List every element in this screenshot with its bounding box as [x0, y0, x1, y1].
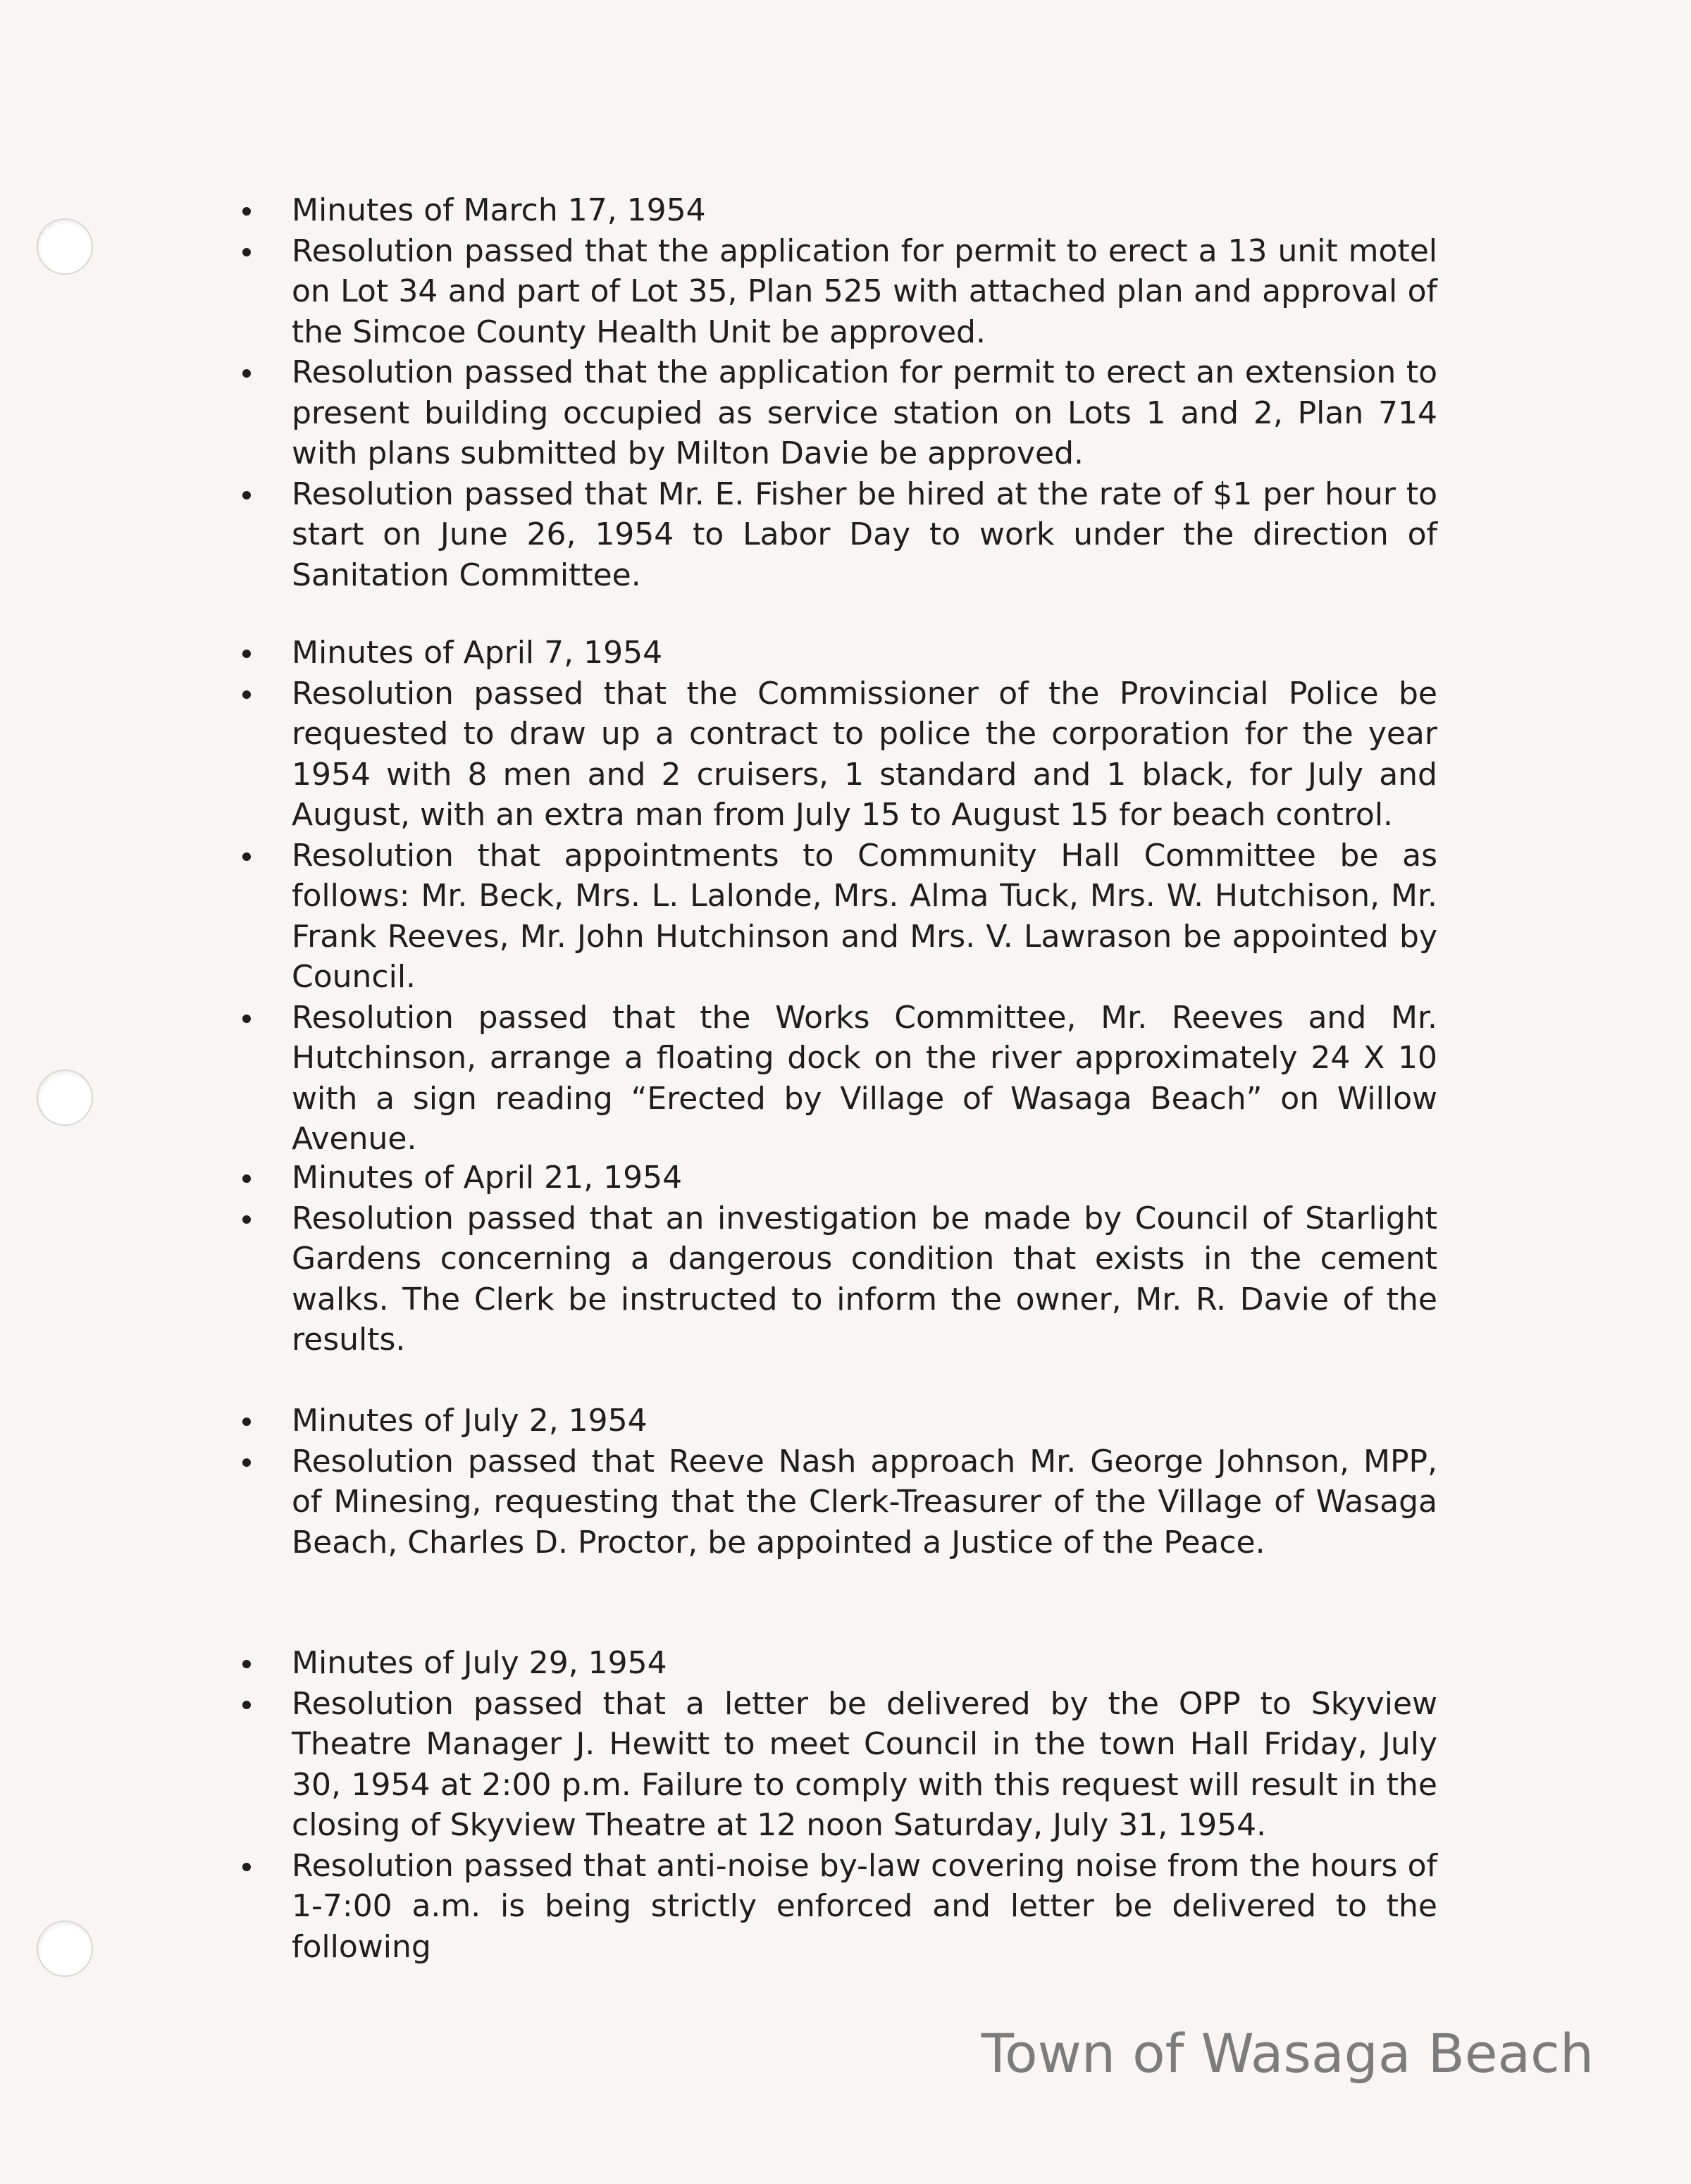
bullet-icon [242, 1701, 251, 1709]
minutes-heading [240, 190, 1437, 231]
minutes-heading-text: Minutes of July 29, 1954 [292, 1645, 667, 1681]
punch-hole [37, 1921, 93, 1977]
resolution-item [240, 674, 1437, 836]
minutes-heading [240, 633, 1437, 674]
resolution-item [240, 836, 1437, 998]
resolution-text: Resolution passed that Mr. E. Fisher be hired at the rate of $1 per hour to start on June 26, 1954 to Labor Day to work under the direction of Sanitation Committee. [292, 476, 1437, 593]
resolution-text: Resolution passed that anti-noise by-law covering noise from the hours of 1-7:00 a.m. is being strictly enforced and letter be delivered to the following [292, 1847, 1437, 1965]
resolution-item [240, 1441, 1437, 1563]
bullet-icon [242, 248, 251, 256]
watermark: Town of Wasaga Beach [981, 2022, 1594, 2085]
bullet-icon [242, 207, 251, 216]
resolution-text: Resolution passed that a letter be delivered by the OPP to Skyview Theatre Manager J. Hewitt to meet Council in the town Hall Friday, July 30, 1954 at 2:00 p.m. Failure to comply with this request will result in the closing of Skyview Theatre at 12 noon Saturday, July 31, 1954. [292, 1685, 1437, 1843]
resolution-item [240, 352, 1437, 474]
resolution-item [240, 1846, 1437, 1968]
bullet-icon [242, 1660, 251, 1668]
minutes-section-july-29 [240, 1643, 1437, 1967]
bullet-icon [242, 1215, 251, 1224]
punch-hole [37, 218, 93, 275]
bullet-icon [242, 1863, 251, 1871]
bullet-icon [242, 690, 251, 699]
minutes-section-march-17 [240, 190, 1437, 595]
minutes-heading-text: Minutes of July 2, 1954 [292, 1403, 648, 1439]
bullet-icon [242, 1174, 251, 1183]
punch-hole [37, 1069, 93, 1126]
minutes-heading [240, 1158, 1437, 1198]
minutes-heading-text: Minutes of April 7, 1954 [292, 635, 663, 671]
resolution-item [240, 998, 1437, 1160]
resolution-text: Resolution passed that Reeve Nash approach Mr. George Johnson, MPP, of Minesing, requesting that the Clerk-Treasurer of the Village of Wasaga Beach, Charles D. Proctor, be appointed a Justice of the Peace. [292, 1443, 1437, 1561]
minutes-section-april-7 [240, 633, 1437, 1160]
resolution-text: Resolution passed that an investigation be made by Council of Starlight Gardens concerning a dangerous condition that exists in the cement walks. The Clerk be instructed to inform the owner, Mr. R. Davie of the results. [292, 1200, 1437, 1358]
minutes-heading [240, 1643, 1437, 1684]
resolution-text: Resolution passed that the Works Committee, Mr. Reeves and Mr. Hutchinson, arrange a floating dock on the river approximately 24 X 10 with a sign reading “Erected by Village of Wasaga Beach” on Willow Avenue. [292, 999, 1437, 1157]
resolution-item [240, 231, 1437, 353]
bullet-icon [242, 1417, 251, 1426]
minutes-heading-text: Minutes of March 17, 1954 [292, 192, 706, 228]
bullet-icon [242, 1458, 251, 1467]
resolution-text: Resolution passed that the Commissioner of the Provincial Police be requested to draw up a contract to police the corporation for the year 1954 with 8 men and 2 cruisers, 1 standard and 1 black, for July and August, with an extra man from July 15 to August 15 for beach control. [292, 675, 1437, 833]
resolution-text: Resolution passed that the application for permit to erect a 13 unit motel on Lot 34 and part of Lot 35, Plan 525 with attached plan and approval of the Simcoe County Health Unit be approved. [292, 232, 1437, 350]
resolution-item [240, 1684, 1437, 1846]
resolution-item [240, 1198, 1437, 1360]
minutes-section-july-2 [240, 1401, 1437, 1563]
resolution-text: Resolution that appointments to Community Hall Committee be as follows: Mr. Beck, Mrs. L. Lalonde, Mrs. Alma Tuck, Mrs. W. Hutchison, Mr. Frank Reeves, Mr. John Hutchinson and Mrs. V. Lawrason be appointed by Council. [292, 837, 1437, 995]
resolution-text: Resolution passed that the application for permit to erect an extension to present building occupied as service station on Lots 1 and 2, Plan 714 with plans submitted by Milton Davie be approved. [292, 354, 1437, 471]
bullet-icon [242, 369, 251, 378]
minutes-heading [240, 1401, 1437, 1441]
bullet-icon [242, 650, 251, 658]
bullet-icon [242, 852, 251, 861]
bullet-icon [242, 1015, 251, 1023]
minutes-heading-text: Minutes of April 21, 1954 [292, 1160, 683, 1196]
resolution-item [240, 474, 1437, 596]
minutes-section-april-21 [240, 1158, 1437, 1360]
bullet-icon [242, 491, 251, 500]
